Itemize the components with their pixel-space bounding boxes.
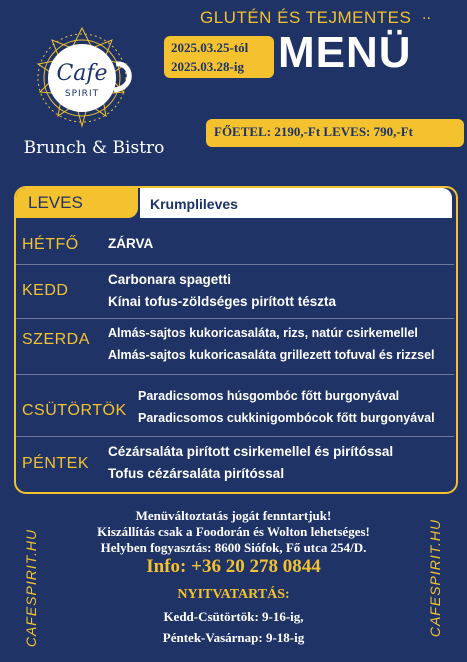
dish-friday-1: Cézársaláta pirított csirkemellel és pirítóssal — [108, 444, 394, 459]
cafe-spirit-logo — [20, 18, 170, 138]
price-text: FŐETEL: 2190,-Ft LEVES: 790,-Ft — [214, 124, 413, 139]
dish-wednesday-1: Almás-sajtos kukoricasaláta, rizs, natúr csirkemellel — [108, 326, 418, 340]
website-side-left: CAFESPIRIT.HU — [23, 528, 40, 648]
separator — [16, 318, 454, 319]
date-from: 2025.03.25-tól — [171, 40, 249, 55]
notice-delivery: Kiszállítás csak a Foodorán és Wolton lehetséges! — [97, 524, 370, 539]
menu-title: MENÜ — [278, 28, 412, 77]
logo-cafe-text: Cafe — [56, 61, 108, 86]
website-side-right: CAFESPIRIT.HU — [427, 518, 444, 638]
day-monday: HÉTFŐ — [22, 236, 79, 253]
opening-hours-title: NYITVATARTÁS: — [177, 587, 290, 602]
dish-tuesday-1: Carbonara spagetti — [108, 272, 232, 287]
separator — [16, 436, 454, 437]
separator — [16, 374, 454, 375]
dish-wednesday-2: Almás-sajtos kukoricasaláta grillezett tofuval és rizzsel — [108, 348, 435, 362]
separator — [16, 264, 454, 265]
menu-subtitle: GLUTÉN ÉS TEJMENTES — [200, 8, 412, 27]
soup-label: LEVES — [28, 193, 83, 212]
notice-menu-change: Menüváltoztatás jogát fenntartjuk! — [135, 508, 332, 523]
dish-friday-2: Tofus cézársaláta pirítóssal — [108, 466, 285, 481]
dish-monday-1: ZÁRVA — [108, 236, 154, 251]
soup-name: Krumplileves — [150, 196, 238, 212]
date-to: 2025.03.28-ig — [171, 59, 244, 74]
day-thursday: CSÜTÖRTÖK — [22, 402, 127, 419]
opening-hours-2: Péntek-Vasárnap: 9-18-ig — [162, 630, 305, 645]
dish-thursday-2: Paradicsomos cukkinigombócok főtt burgonyával — [138, 411, 435, 425]
day-wednesday: SZERDA — [22, 331, 90, 348]
logo-spirit-text: SPIRIT — [64, 89, 100, 99]
title-dots: .. — [422, 6, 431, 23]
opening-hours-1: Kedd-Csütörtök: 9-16-ig, — [163, 609, 304, 624]
day-friday: PÉNTEK — [22, 455, 90, 472]
brand-subtitle: Brunch & Bistro — [23, 138, 165, 158]
day-tuesday: KEDD — [22, 282, 69, 299]
info-phone: Info: +36 20 278 0844 — [146, 556, 321, 577]
notice-address: Helyben fogyasztás: 8600 Siófok, Fő utca 254/D. — [100, 540, 367, 555]
dish-thursday-1: Paradicsomos húsgombóc főtt burgonyával — [138, 389, 400, 403]
dish-tuesday-2: Kínai tofus-zöldséges pirított tészta — [108, 294, 337, 309]
